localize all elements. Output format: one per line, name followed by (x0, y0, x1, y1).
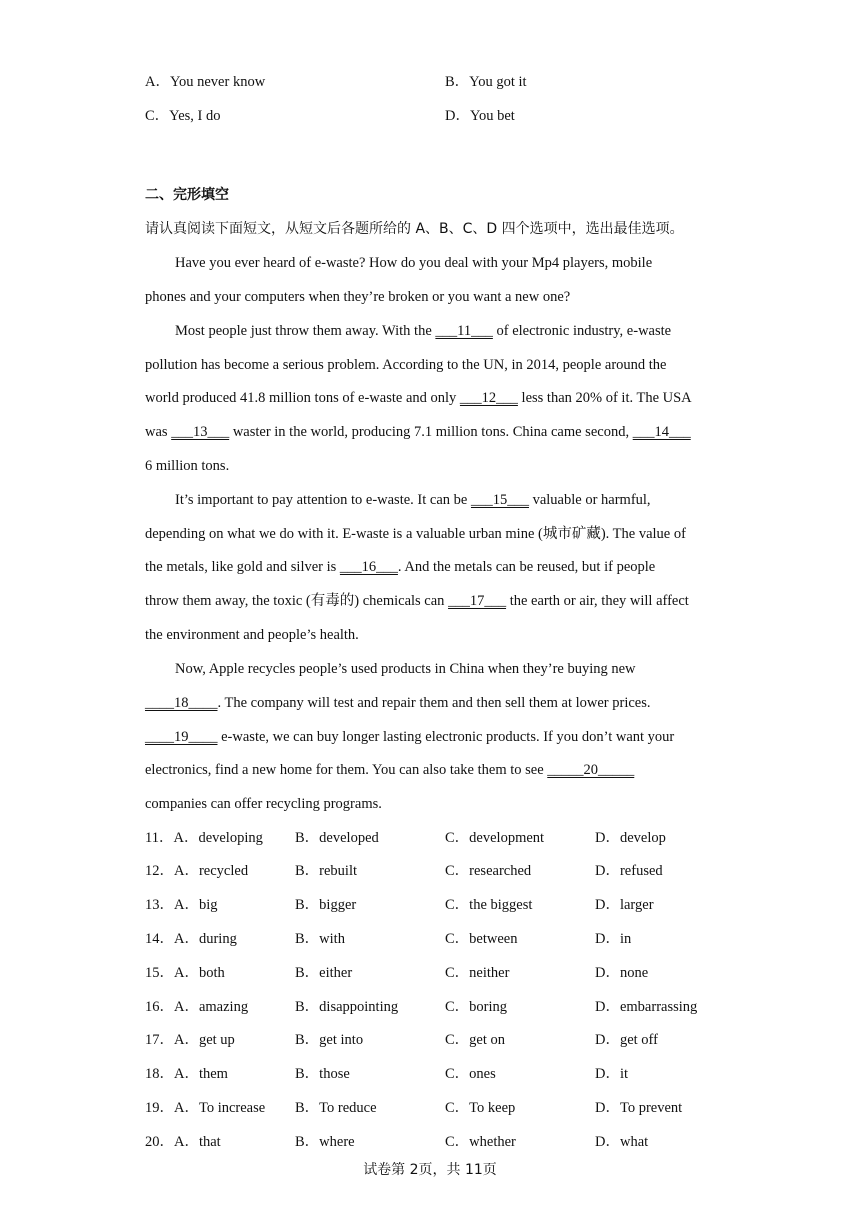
passage-line: pollution has become a serious problem. According to the UN, in 2014, people around the (145, 357, 667, 373)
blank-11: ___11___ (435, 323, 493, 339)
option-c[interactable]: C．boring (445, 999, 508, 1015)
question-row-13 (145, 895, 218, 915)
passage-line (145, 557, 655, 577)
option-b[interactable]: B．disappointing (295, 999, 399, 1015)
question-number: 15． (145, 965, 174, 981)
option-a[interactable]: A．that (174, 1134, 221, 1150)
option-a[interactable]: A．both (174, 965, 225, 981)
blank-17: ___17___ (448, 593, 507, 609)
option-d[interactable]: D．develop (595, 830, 666, 846)
option-a[interactable]: A．them (174, 1066, 228, 1082)
passage-text: e-waste, we can buy longer lasting electronic products. If you don’t want your (217, 729, 675, 745)
option-d[interactable]: D．embarrassing (595, 999, 698, 1015)
passage-line: Now, Apple recycles people’s used products in China when they’re buying new (175, 661, 636, 677)
passage-line (145, 422, 691, 442)
option-b[interactable]: B．either (295, 965, 353, 981)
prev-option-c: C．Yes, I do (145, 108, 221, 124)
passage-text: valuable or harmful, (528, 492, 651, 508)
option-b[interactable]: B．developed (295, 830, 379, 846)
passage-text: the metals, like gold and silver is (145, 559, 340, 575)
question-number: 16． (145, 999, 174, 1015)
option-a[interactable]: A．get up (174, 1032, 235, 1048)
question-number: 13． (145, 897, 174, 913)
passage-text: less than 20% of it. The USA (517, 390, 692, 406)
option-c[interactable]: C．neither (445, 965, 510, 981)
passage-text: the earth or air, they will affect (506, 593, 689, 609)
question-number: 11． (145, 830, 174, 846)
option-a[interactable]: A．developing (173, 830, 263, 846)
option-c[interactable]: C．the biggest (445, 897, 533, 913)
option-d[interactable]: D．none (595, 965, 649, 981)
question-row-16 (145, 997, 248, 1017)
option-b[interactable]: B．bigger (295, 897, 357, 913)
passage-text: Most people just throw them away. With the (175, 323, 436, 339)
option-a[interactable]: A．recycled (174, 863, 249, 879)
option-b[interactable]: B．get into (295, 1032, 364, 1048)
option-a[interactable]: A．To increase (174, 1100, 266, 1116)
passage-line: phones and your computers when they’re broken or you want a new one? (145, 289, 571, 305)
question-number: 14． (145, 931, 174, 947)
passage-line (145, 760, 634, 780)
question-row-18 (145, 1064, 228, 1084)
question-number: 20． (145, 1134, 174, 1150)
question-row-20 (145, 1132, 221, 1152)
option-b[interactable]: B．those (295, 1066, 350, 1082)
option-d[interactable]: D．what (595, 1134, 649, 1150)
question-row-14 (145, 929, 237, 949)
prev-option-d: D．You bet (445, 108, 515, 124)
passage-line (145, 693, 651, 713)
passage-line (145, 727, 674, 747)
passage-text: . And the metals can be reused, but if people (397, 559, 656, 575)
passage-text: waster in the world, producing 7.1 million tons. China came second, (229, 424, 633, 440)
question-number: 18． (145, 1066, 174, 1082)
question-number: 12． (145, 863, 174, 879)
passage-text: world produced 41.8 million tons of e-waste and only (145, 390, 460, 406)
option-c[interactable]: C．ones (445, 1066, 496, 1082)
question-row-11 (145, 828, 263, 848)
blank-13: ___13___ (171, 424, 230, 440)
option-d[interactable]: D．To prevent (595, 1100, 683, 1116)
passage-line (175, 321, 671, 341)
option-d[interactable]: D．refused (595, 863, 663, 879)
question-row-19 (145, 1098, 265, 1118)
option-d[interactable]: D．get off (595, 1032, 658, 1048)
blank-12: ___12___ (459, 390, 518, 406)
option-b[interactable]: B．with (295, 931, 345, 947)
option-d[interactable]: D．larger (595, 897, 654, 913)
passage-text: . The company will test and repair them and then sell them at lower prices. (217, 695, 651, 711)
passage-text: throw them away, the toxic (有毒的) chemicals can (145, 593, 449, 609)
blank-18: ____18____ (145, 695, 218, 711)
passage-line: Have you ever heard of e-waste? How do you deal with your Mp4 players, mobile (175, 255, 653, 271)
question-row-17 (145, 1030, 235, 1050)
blank-16: ___16___ (339, 559, 398, 575)
passage-line: the environment and people’s health. (145, 627, 359, 643)
passage-line: depending on what we do with it. E-waste is a valuable urban mine (城市矿藏). The value of (145, 526, 686, 542)
question-number: 17． (145, 1032, 174, 1048)
option-b[interactable]: B．rebuilt (295, 863, 358, 879)
passage-line: 6 million tons. (145, 458, 230, 474)
page-footer: 试卷第 2页，共 11页 (363, 1162, 497, 1178)
section-instruction: 请认真阅读下面短文，从短文后各题所给的 A、B、C、D 四个选项中，选出最佳选项。 (145, 221, 684, 237)
blank-19: ____19____ (145, 729, 218, 745)
section-title: 二、完形填空 (145, 187, 229, 203)
option-b[interactable]: B．where (295, 1134, 355, 1150)
blank-20: _____20_____ (547, 762, 635, 778)
passage-text: It’s important to pay attention to e-waste. It can be (175, 492, 471, 508)
passage-text: was (145, 424, 172, 440)
passage-line (175, 490, 651, 510)
option-b[interactable]: B．To reduce (295, 1100, 377, 1116)
option-d[interactable]: D．it (595, 1066, 629, 1082)
option-c[interactable]: C．To keep (445, 1100, 516, 1116)
option-c[interactable]: C．between (445, 931, 518, 947)
passage-line: companies can offer recycling programs. (145, 796, 382, 812)
option-a[interactable]: A．during (174, 931, 237, 947)
blank-14: ___14___ (632, 424, 691, 440)
question-number: 19． (145, 1100, 174, 1116)
question-row-15 (145, 963, 225, 983)
option-d[interactable]: D．in (595, 931, 632, 947)
prev-option-a: A．You never know (145, 74, 266, 90)
passage-text: electronics, find a new home for them. You can also take them to see (145, 762, 548, 778)
option-c[interactable]: C．whether (445, 1134, 516, 1150)
passage-text: of electronic industry, e-waste (492, 323, 672, 339)
option-c[interactable]: C．get on (445, 1032, 506, 1048)
option-a[interactable]: A．big (174, 897, 218, 913)
prev-option-b: B．You got it (445, 74, 527, 90)
passage-line (145, 388, 692, 408)
blank-15: ___15___ (470, 492, 529, 508)
option-c[interactable]: C．development (445, 830, 545, 846)
option-a[interactable]: A．amazing (174, 999, 249, 1015)
question-row-12 (145, 861, 248, 881)
passage-line (145, 591, 689, 611)
option-c[interactable]: C．researched (445, 863, 532, 879)
